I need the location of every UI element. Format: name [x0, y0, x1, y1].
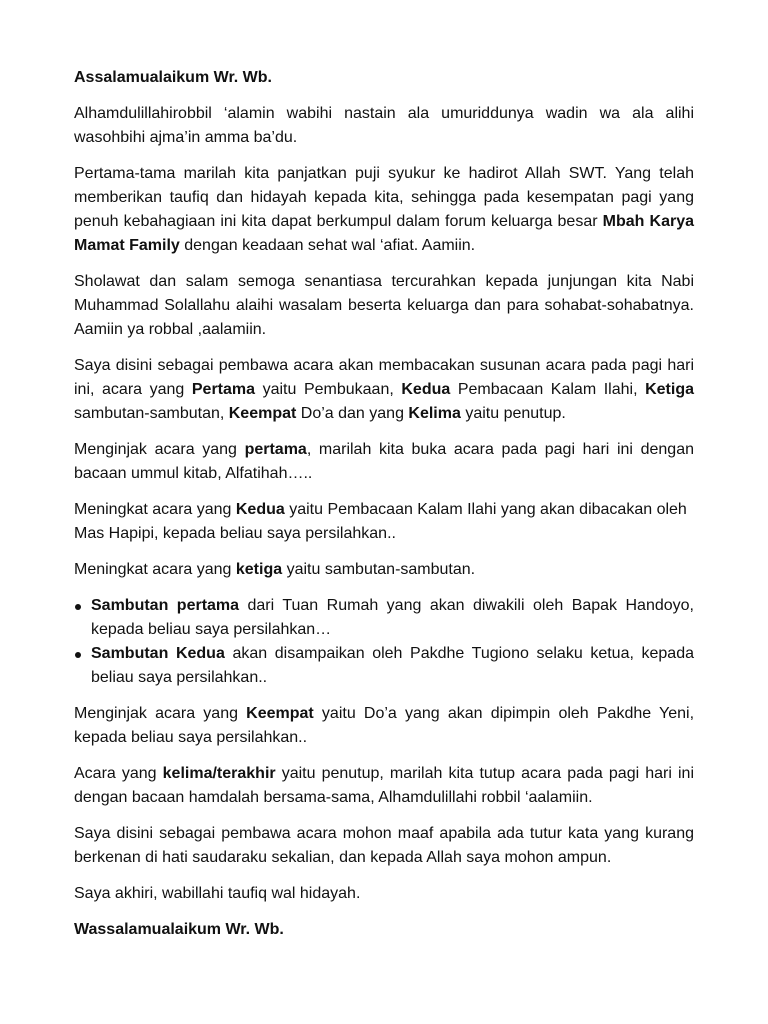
- text-run: , marilah kita buka acara pada pagi hari ini dengan bacaan ummul kitab, Alfatihah…..: [74, 441, 694, 482]
- paragraph-acara-ketiga: [74, 558, 694, 582]
- bold-term: Ketiga: [645, 381, 694, 398]
- bold-term: Kelima: [408, 405, 461, 422]
- text-run: yaitu Pembacaan Kalam Ilahi yang akan dibacakan oleh Mas Hapipi, kepada beliau saya persilahkan..: [74, 501, 687, 542]
- text-run: yaitu Do’a yang akan dipimpin oleh Pakdhe Yeni, kepada beliau saya persilahkan..: [74, 705, 695, 746]
- bold-term: Keempat: [228, 405, 297, 422]
- text-run: yaitu Pembukaan,: [255, 381, 402, 398]
- sambutan-list: [74, 594, 694, 690]
- bold-term: ketiga: [235, 561, 283, 578]
- bold-term: Sambutan pertama: [91, 597, 240, 614]
- opening-greeting: Assalamualaikum Wr. Wb.: [74, 69, 272, 86]
- text-run: Meningkat acara yang: [74, 561, 236, 578]
- text-run: sambutan-sambutan,: [74, 405, 229, 422]
- text-run: Pertama-tama marilah kita panjatkan puji syukur ke hadirot Allah SWT. Yang telah memberikan taufiq dan hidayah kepada kita, sehingga pada kesempatan pagi yang penuh kebahagiaan ini kita dapat berkumpul dalam forum keluarga besar: [74, 165, 694, 230]
- text-run: Pembacaan Kalam Ilahi,: [450, 381, 646, 398]
- paragraph-acara-kelima: [74, 762, 694, 810]
- text-run: Acara yang: [74, 765, 163, 782]
- paragraph-penutup: Saya akhiri, wabillahi taufiq wal hidayah.: [74, 885, 361, 902]
- bold-term: pertama: [244, 441, 307, 458]
- paragraph-acara-pertama: [74, 438, 694, 486]
- paragraph-acara-keempat: [74, 702, 694, 750]
- text-run: Menginjak acara yang: [74, 705, 247, 722]
- text-run: yaitu penutup.: [460, 405, 566, 422]
- paragraph-sholawat: Sholawat dan salam semoga senantiasa tercurahkan kepada junjungan kita Nabi Muhammad Solallahu alaihi wasalam beserta keluarga dan para sohabat-sohabatnya. Aamiin ya robbal ,aalamiin.: [74, 273, 694, 338]
- text-run: yaitu sambutan-sambutan.: [282, 561, 476, 578]
- bullet-icon: [75, 652, 81, 658]
- list-item: [74, 594, 694, 642]
- bold-family-name: Mbah Karya Mamat Family: [74, 213, 695, 254]
- paragraph-mohon-maaf: Saya disini sebagai pembawa acara mohon maaf apabila ada tutur kata yang kurang berkenan di hati saudaraku sekalian, dan kepada Allah saya mohon ampun.: [74, 825, 694, 866]
- paragraph-hamdalah: Alhamdulillahirobbil ‘alamin wabihi nastain ala umuriddunya wadin wa ala alihi wasohbihi ajma’in amma ba’du.: [74, 105, 694, 146]
- bullet-icon: [75, 604, 81, 610]
- bold-term: Keempat: [246, 705, 314, 722]
- text-run: Meningkat acara yang: [74, 501, 236, 518]
- bold-term: Kedua: [235, 501, 285, 518]
- paragraph-acara-kedua: [74, 498, 694, 546]
- text-run: Do’a dan yang: [296, 405, 409, 422]
- paragraph-susunan-acara: [74, 354, 694, 426]
- list-item: [74, 642, 694, 690]
- bold-term: kelima/terakhir: [162, 765, 276, 782]
- text-run: akan disampaikan oleh Pakdhe Tugiono selaku ketua, kepada beliau saya persilahkan..: [91, 645, 695, 686]
- bold-term: Pertama: [191, 381, 256, 398]
- bold-term: Kedua: [401, 381, 451, 398]
- text-run: dengan keadaan sehat wal ‘afiat. Aamiin.: [179, 237, 476, 254]
- document-page: [74, 66, 694, 954]
- text-run: yaitu penutup, marilah kita tutup acara pada pagi hari ini dengan bacaan hamdalah bersama-sama, Alhamdulillahi robbil ‘aalamiin.: [74, 765, 694, 806]
- closing-greeting: Wassalamualaikum Wr. Wb.: [74, 921, 284, 938]
- bold-term: Sambutan Kedua: [91, 645, 225, 662]
- text-run: Menginjak acara yang: [74, 441, 245, 458]
- paragraph-syukur: [74, 162, 694, 258]
- text-run: dari Tuan Rumah yang akan diwakili oleh Bapak Handoyo, kepada beliau saya persilahkan…: [91, 597, 694, 638]
- text-run: Saya disini sebagai pembawa acara akan membacakan susunan acara pada pagi hari ini, acara yang: [74, 357, 694, 398]
